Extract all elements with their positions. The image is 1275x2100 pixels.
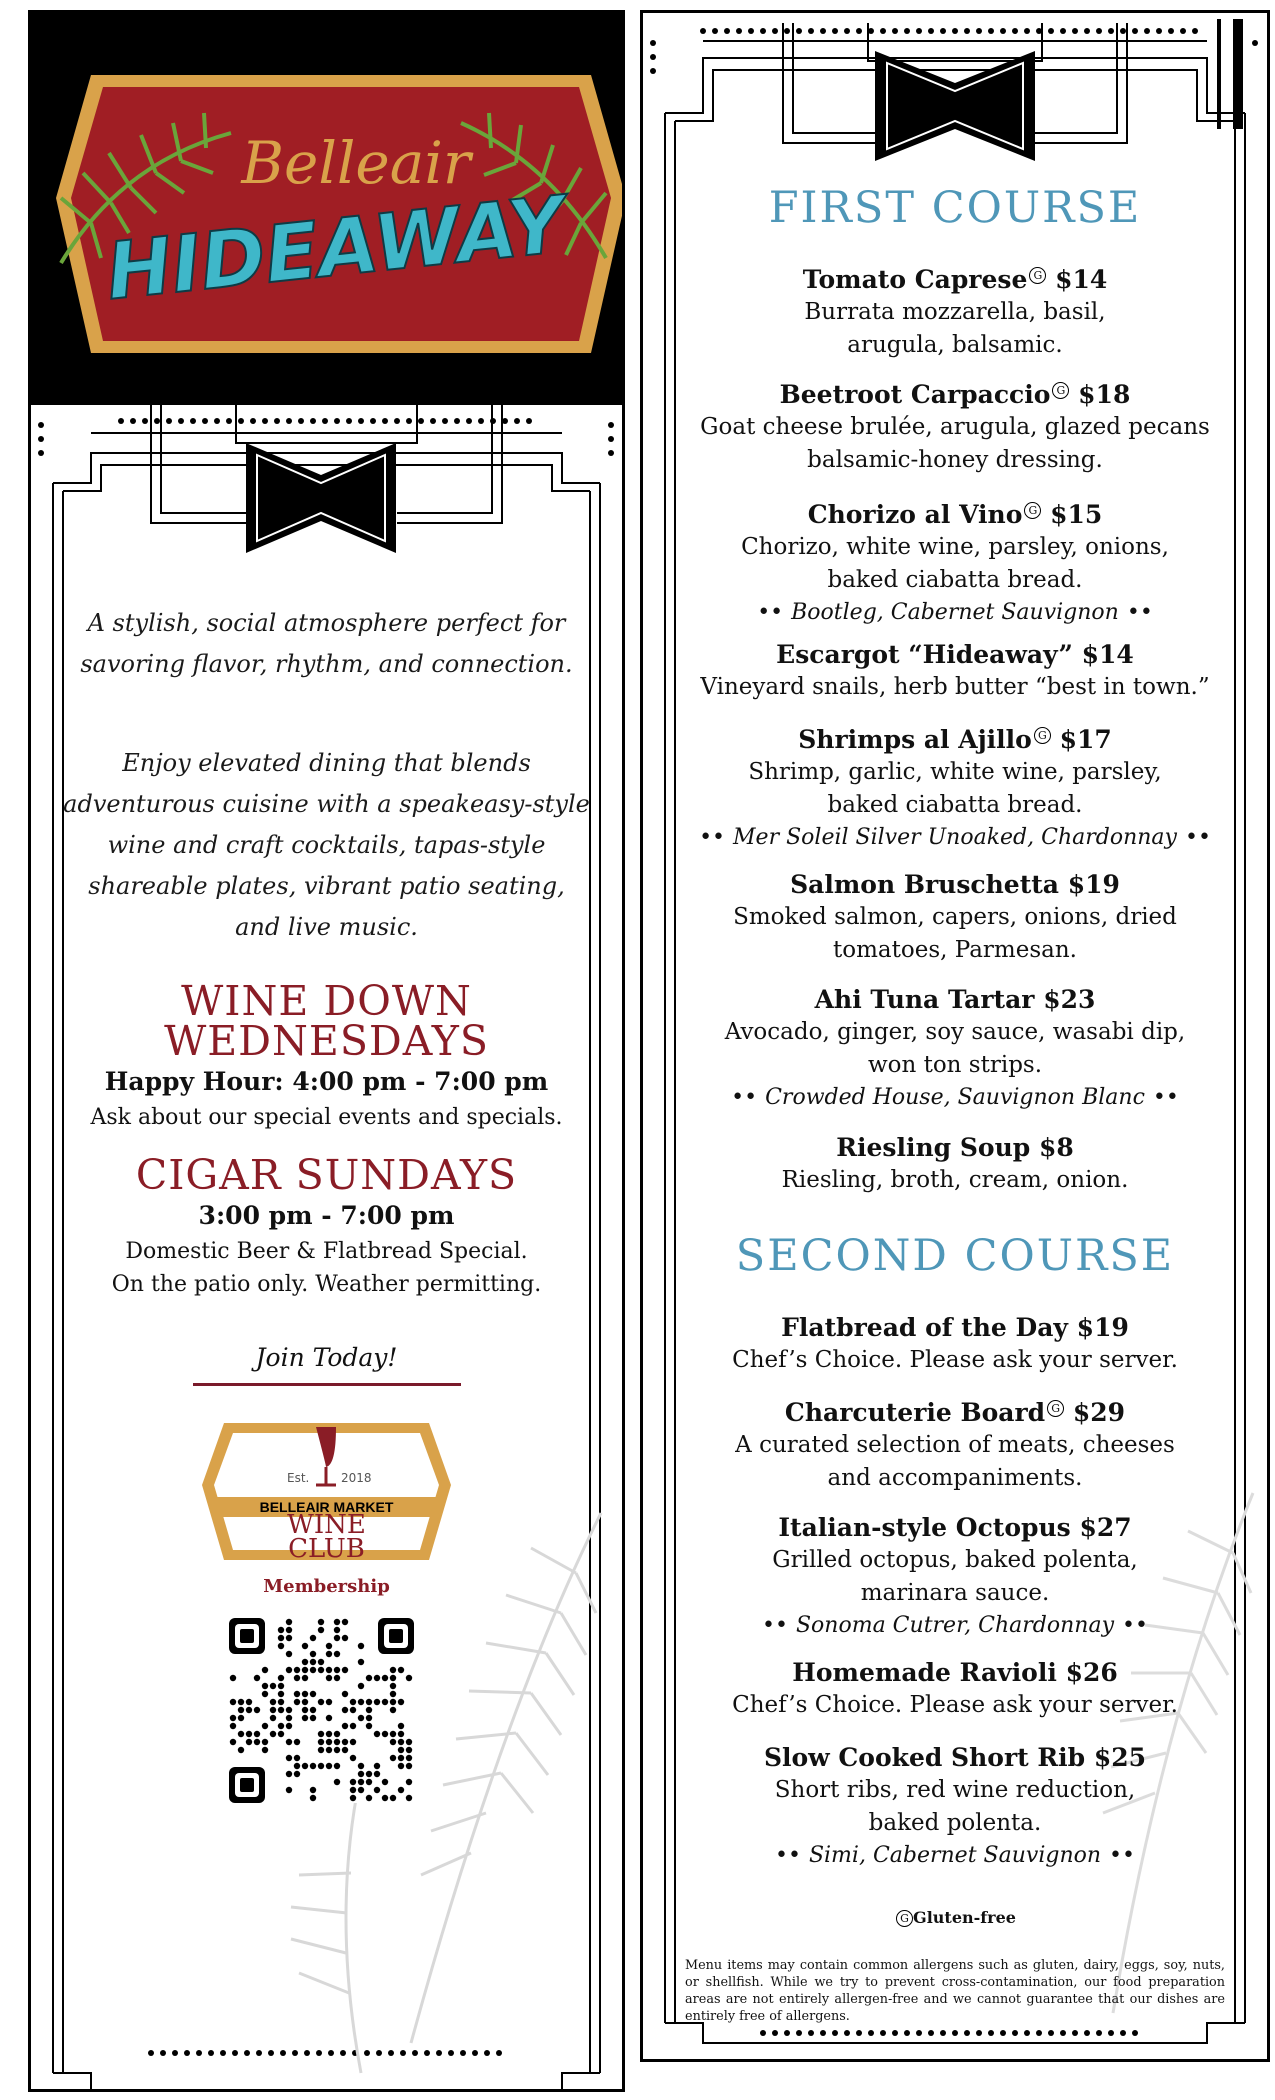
- menu-item-description: Burrata mozzarella, basil,: [804, 299, 1106, 325]
- menu-item-price: $29: [1072, 1398, 1126, 1427]
- pairing-bullets: ••: [1126, 600, 1153, 625]
- event-title: WEDNESDAYS: [164, 1017, 489, 1065]
- menu-item-description: Chorizo, white wine, parsley, onions,: [741, 534, 1169, 560]
- menu-item: [653, 498, 1257, 629]
- menu-item-title: [653, 868, 1257, 901]
- menu-item: [653, 1741, 1257, 1872]
- menu-item-description: tomatoes, Parmesan.: [833, 937, 1077, 963]
- menu-item-description: Avocado, ginger, soy sauce, wasabi dip,: [724, 1019, 1186, 1045]
- qr-code[interactable]: [229, 1618, 414, 1803]
- menu-item-description: Shrimp, garlic, white wine, parsley,: [748, 759, 1162, 785]
- menu-item-name: Escargot “Hideaway”: [776, 640, 1073, 669]
- wine-down-wednesdays-section: [51, 977, 602, 1134]
- event-note: Ask about our special events and specials.: [90, 1105, 563, 1130]
- wine-pairing: [653, 1610, 1257, 1642]
- gluten-free-legend: [643, 1908, 1267, 1927]
- menu-item-name: Salmon Bruschetta: [790, 870, 1059, 899]
- menu-item-name: Slow Cooked Short Rib: [763, 1743, 1086, 1772]
- pairing-wine: Simi, Cabernet Sauvignon: [808, 1843, 1102, 1868]
- menu-item-description: Grilled octopus, baked polenta,: [772, 1547, 1138, 1573]
- menu-item-title: [653, 498, 1257, 531]
- menu-item-description: Smoked salmon, capers, onions, dried: [733, 904, 1177, 930]
- menu-item-price: $8: [1038, 1133, 1074, 1162]
- menu-item-price: $19: [1067, 870, 1120, 899]
- intro-paragraph-2: Enjoy elevated dining that blends adventurous cuisine with a speakeasy-style wine and craft cocktails, tapas-style shareable plates, vibrant patio seating, and live music.: [63, 749, 590, 941]
- club-club: CLUB: [288, 1534, 365, 1564]
- menu-item-price: $26: [1065, 1658, 1118, 1687]
- menu-item: [653, 723, 1257, 854]
- cigar-sundays-section: [51, 1151, 602, 1301]
- allergen-notice: Menu items may contain common allergens such as gluten, dairy, eggs, soy, nuts, or shellfish. While we try to prevent cross-contamination, our food preparation areas are not entirely allergen-free and we cannot guarantee that our dishes are entirely free of allergens.: [685, 1958, 1225, 2024]
- menu-item-title: [653, 723, 1257, 756]
- second-course-heading: SECOND COURSE: [735, 1231, 1175, 1281]
- pairing-wine: Sonoma Cutrer, Chardonnay: [795, 1613, 1114, 1638]
- menu-item-description: Short ribs, red wine reduction,: [774, 1777, 1136, 1803]
- menu-item-description: Chef’s Choice. Please ask your server.: [732, 1692, 1178, 1718]
- menu-item-price: $19: [1076, 1313, 1129, 1342]
- menu-item-name: Shrimps al Ajillo: [798, 725, 1032, 754]
- menu-item-description: and accompaniments.: [827, 1465, 1083, 1491]
- pairing-bullets: ••: [1122, 1613, 1148, 1638]
- menu-item-description: baked ciabatta bread.: [827, 567, 1083, 593]
- menu-item-title: [653, 1396, 1257, 1429]
- menu-item-title: [653, 378, 1257, 411]
- wine-club-badge[interactable]: [199, 1405, 454, 1565]
- right-panel: [640, 10, 1270, 2062]
- gluten-free-icon: G: [1047, 1400, 1064, 1417]
- menu-item-description: A curated selection of meats, cheeses: [735, 1432, 1175, 1458]
- pairing-bullets: ••: [731, 1085, 758, 1110]
- wine-pairing: [653, 597, 1257, 629]
- menu-item-description: baked ciabatta bread.: [827, 792, 1083, 818]
- logo-text-belleair: Belleair: [241, 129, 471, 197]
- pairing-wine: Bootleg, Cabernet Sauvignon: [791, 600, 1119, 625]
- gluten-free-icon: G: [1052, 382, 1069, 399]
- menu-item-name: Chorizo al Vino: [807, 500, 1023, 529]
- bowtie-icon: [246, 443, 396, 553]
- menu-item: [653, 1656, 1257, 1722]
- menu-item-name: Ahi Tuna Tartar: [814, 985, 1035, 1014]
- menu-item-name: Charcuterie Board: [784, 1398, 1046, 1427]
- menu-item-title: [653, 1656, 1257, 1689]
- menu-item-price: $17: [1059, 725, 1112, 754]
- menu-item-description: balsamic-honey dressing.: [807, 447, 1103, 473]
- menu-item-title: [653, 1741, 1257, 1774]
- club-wine: WINE: [287, 1510, 366, 1540]
- first-course-heading: FIRST COURSE: [768, 183, 1142, 233]
- club-year: 2018: [341, 1471, 372, 1485]
- menu-item-price: $27: [1079, 1513, 1132, 1542]
- menu-item-title: [653, 1511, 1257, 1544]
- pairing-wine: Mer Soleil Silver Unoaked, Chardonnay: [733, 825, 1177, 850]
- menu-item-title: [653, 1311, 1257, 1344]
- gluten-free-icon: G: [1029, 267, 1046, 284]
- gluten-free-label: Gluten-free: [913, 1908, 1016, 1927]
- wine-pairing: [653, 1840, 1257, 1872]
- menu-item-title: [653, 983, 1257, 1016]
- menu-item-description: arugula, balsamic.: [847, 332, 1063, 358]
- club-market: BELLEAIR MARKET: [259, 1499, 394, 1515]
- menu-item: [653, 1311, 1257, 1377]
- divider: [193, 1383, 461, 1386]
- menu-item-price: $14: [1081, 640, 1134, 669]
- event-note: Domestic Beer & Flatbread Special.: [125, 1239, 528, 1264]
- event-time: Happy Hour: 4:00 pm - 7:00 pm: [104, 1067, 549, 1096]
- menu-item-name: Italian-style Octopus: [778, 1513, 1071, 1542]
- menu-item-description: Goat cheese brulée, arugula, glazed pecans: [700, 414, 1210, 440]
- menu-item-description: baked polenta.: [868, 1810, 1042, 1836]
- menu-item-description: marinara sauce.: [860, 1580, 1050, 1606]
- menu-item: [653, 378, 1257, 477]
- menu-item-description: Chef’s Choice. Please ask your server.: [732, 1347, 1178, 1373]
- pairing-bullets: ••: [1152, 1085, 1179, 1110]
- menu-item-title: [653, 638, 1257, 671]
- pairing-bullets: ••: [1184, 825, 1211, 850]
- menu-item-description: Vineyard snails, herb butter “best in town.”: [700, 674, 1210, 700]
- menu-item-name: Tomato Caprese: [802, 265, 1028, 294]
- menu-item-price: $25: [1093, 1743, 1147, 1772]
- event-time: 3:00 pm - 7:00 pm: [198, 1201, 455, 1230]
- menu-item-name: Flatbread of the Day: [781, 1313, 1068, 1342]
- gluten-free-icon: G: [1034, 727, 1051, 744]
- left-panel: [28, 10, 625, 2092]
- logo-text-hideaway: HIDEAWAY: [102, 180, 569, 318]
- menu-item-name: Riesling Soup: [836, 1133, 1031, 1162]
- menu-item-price: $15: [1050, 500, 1103, 529]
- menu-item-name: Homemade Ravioli: [792, 1658, 1057, 1687]
- bowtie-icon: [875, 51, 1035, 161]
- menu-item-name: Beetroot Carpaccio: [779, 380, 1051, 409]
- menu-item-price: $14: [1055, 265, 1108, 294]
- menu-item: [653, 263, 1257, 362]
- menu-item-description: won ton strips.: [867, 1052, 1043, 1078]
- menu-item: [653, 983, 1257, 1114]
- menu-item-title: [653, 263, 1257, 296]
- event-title: CIGAR SUNDAYS: [135, 1151, 518, 1199]
- menu-item: [653, 868, 1257, 967]
- pairing-bullets: ••: [762, 1613, 788, 1638]
- menu-item: [653, 1511, 1257, 1642]
- membership-label: Membership: [263, 1576, 390, 1597]
- wine-pairing: [653, 822, 1257, 854]
- pairing-bullets: ••: [699, 825, 726, 850]
- menu-item-description: Riesling, broth, cream, onion.: [781, 1167, 1129, 1193]
- menu-item: [653, 638, 1257, 704]
- menu-item-price: $23: [1043, 985, 1096, 1014]
- pairing-bullets: ••: [757, 600, 784, 625]
- menu-item-title: [653, 1131, 1257, 1164]
- menu-item-price: $18: [1078, 380, 1131, 409]
- event-note: On the patio only. Weather permitting.: [111, 1272, 542, 1297]
- menu-item: [653, 1131, 1257, 1197]
- event-title: WINE DOWN: [181, 977, 472, 1025]
- gluten-free-icon: G: [896, 1910, 913, 1927]
- pairing-bullets: ••: [1109, 1843, 1135, 1868]
- gluten-free-icon: G: [1024, 502, 1041, 519]
- join-today-text: Join Today!: [255, 1343, 398, 1372]
- wine-pairing: [653, 1082, 1257, 1114]
- pairing-bullets: ••: [775, 1843, 801, 1868]
- menu-item: [653, 1396, 1257, 1495]
- pairing-wine: Crowded House, Sauvignon Blanc: [765, 1085, 1145, 1110]
- intro-paragraph-1: A stylish, social atmosphere perfect for savoring flavor, rhythm, and connection.: [80, 609, 573, 678]
- club-est: Est.: [287, 1471, 310, 1485]
